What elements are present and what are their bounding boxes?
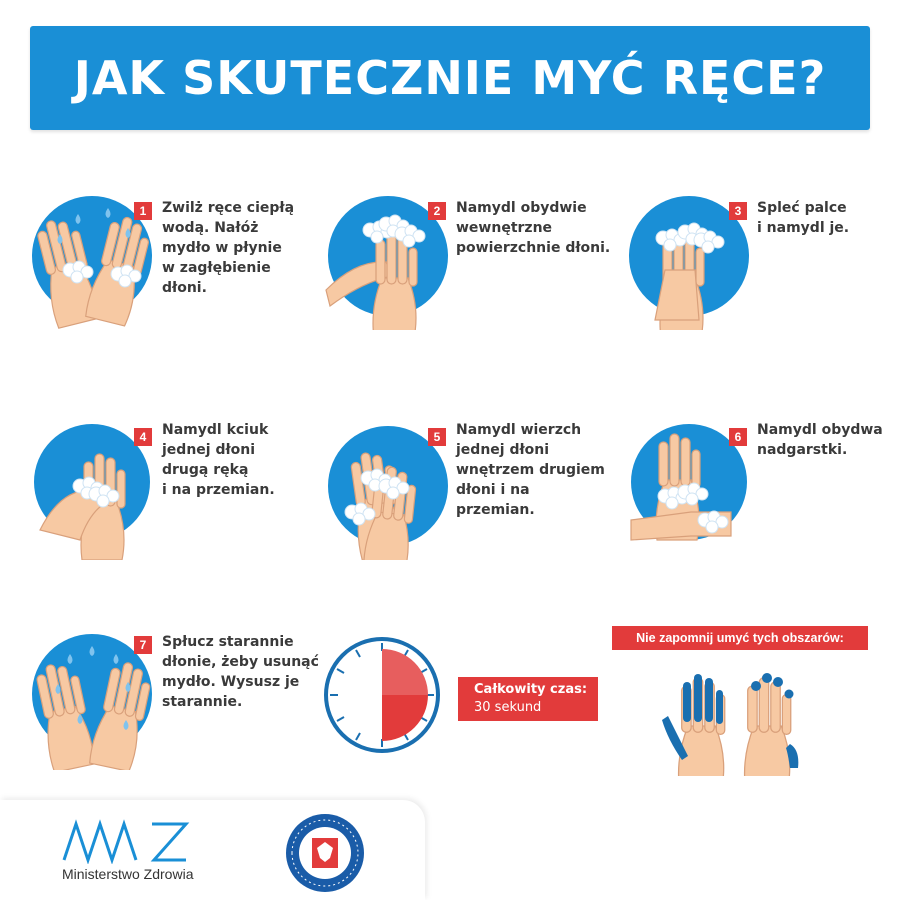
total-time-value: 30 sekund (474, 700, 542, 715)
step-text: Namydl obydwie wewnętrzne powierzchnie dłoni. (456, 200, 611, 256)
step-number-badge: 6 (729, 428, 747, 446)
step-3 (625, 190, 895, 340)
step-text: Zwilż ręce ciepłą wodą. Nałóż mydło w płynie w zagłębienie dłoni. (162, 200, 295, 296)
step-5 (322, 420, 612, 570)
step-4 (30, 420, 300, 570)
step-6 (625, 420, 895, 570)
step-text: Namydl wierzch jednej dłoni wnętrzem drugiem dłoni i na przemian. (456, 422, 605, 518)
step-1 (30, 190, 300, 340)
step-7 (30, 630, 320, 780)
step-text: Spłucz starannie dłonie, żeby usunąć mydło. Wysusz je starannie. (162, 634, 319, 710)
ministry-of-health-logo (62, 818, 192, 864)
total-time-label: Całkowity czas: (474, 682, 588, 697)
step-text: Spleć palce i namydl je. (757, 200, 850, 236)
step-number-badge: 3 (729, 202, 747, 220)
page-title: JAK SKUTECZNIE MYĆ RĘCE? (73, 51, 827, 105)
title-banner (30, 26, 870, 130)
missed-areas-hands-icon (660, 656, 830, 776)
step-number-badge: 4 (134, 428, 152, 446)
sanitary-inspection-seal (284, 812, 366, 894)
remember-areas-banner: Nie zapomnij umyć tych obszarów: (612, 626, 868, 650)
step-number-badge: 2 (428, 202, 446, 220)
ministry-name: Ministerstwo Zdrowia (62, 866, 194, 882)
total-time-box (458, 677, 598, 721)
stopwatch-icon (320, 635, 444, 755)
step-number-badge: 7 (134, 636, 152, 654)
step-text: Namydl kciuk jednej dłoni drugą ręką i na przemian. (162, 422, 275, 498)
step-number-badge: 5 (428, 428, 446, 446)
step-2 (322, 190, 612, 340)
step-text: Namydl obydwa nadgarstki. (757, 422, 883, 458)
step-number-badge: 1 (134, 202, 152, 220)
